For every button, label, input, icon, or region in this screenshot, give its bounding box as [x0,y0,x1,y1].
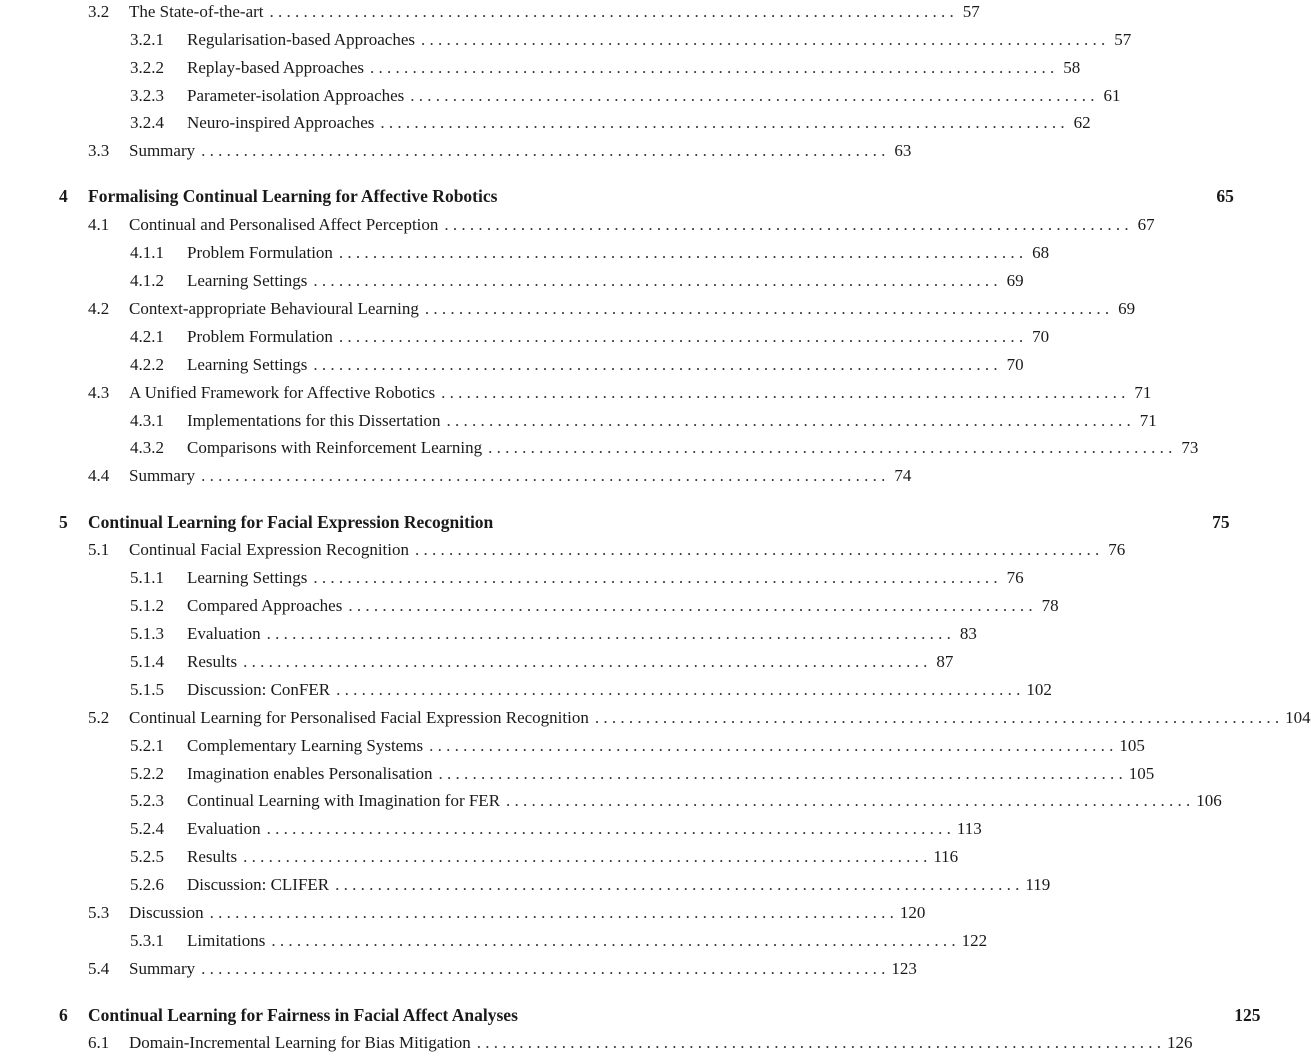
toc-chapter-4[interactable] [59,186,1234,210]
page-number: 105 [1119,736,1145,755]
toc-entry-3-3[interactable] [88,141,912,165]
subsection-title: Evaluation [187,819,261,838]
subsection-number: 5.2.5 [130,847,164,866]
subsection-title: Regularisation-based Approaches [187,30,416,49]
dot-leader [595,708,1279,728]
dot-leader [380,113,1064,133]
dot-leader [335,875,1019,895]
subsection-number: 3.2.4 [130,113,164,132]
toc-entry-4-3-1[interactable] [130,411,1157,435]
subsection-number: 4.2.1 [130,327,164,346]
subsection-number: 4.1.2 [130,271,164,290]
dot-leader [201,466,885,486]
page-number: 65 [1216,186,1234,206]
toc-entry-4-2-1[interactable] [130,327,1050,351]
subsection-number: 5.2.1 [130,736,164,755]
section-title: Context-appropriate Behavioural Learning [129,299,419,318]
page-number: 69 [1006,271,1024,290]
page-number: 83 [959,624,977,643]
section-number: 5.1 [88,540,110,559]
subsection-title: Discussion: CLIFER [187,875,330,894]
dot-leader [488,438,1172,458]
toc-entry-5-2-3[interactable] [130,791,1222,815]
toc-entry-3-2-4[interactable] [130,113,1091,137]
toc-entry-5-1[interactable] [88,540,1126,564]
chapter-title: Continual Learning for Fairness in Facial Affect Analyses [88,1005,518,1025]
dot-leader [439,764,1123,784]
toc-entry-5-2-2[interactable] [130,764,1155,788]
page-number: 70 [1032,327,1050,346]
subsection-number: 5.1.5 [130,680,164,699]
dot-leader [313,355,997,375]
section-number: 4.2 [88,299,110,318]
page-number: 106 [1196,791,1222,810]
dot-leader [267,819,951,839]
page-number: 104 [1285,708,1311,727]
page-number: 57 [962,2,980,21]
section-number: 4.4 [88,466,110,485]
page-number: 75 [1212,512,1230,532]
toc-entry-5-2-4[interactable] [130,819,982,843]
toc-entry-5-2[interactable] [88,708,1311,732]
subsection-number: 4.3.1 [130,411,164,430]
section-title: Summary [129,141,196,160]
section-number: 3.3 [88,141,110,160]
page-number: 71 [1139,411,1157,430]
chapter-number: 6 [59,1005,68,1025]
toc-entry-5-1-1[interactable] [130,568,1024,592]
toc-entry-5-1-5[interactable] [130,680,1052,704]
subsection-title: Limitations [187,931,266,950]
subsection-number: 5.3.1 [130,931,164,950]
section-title: Continual Learning for Personalised Facial Expression Recognition [129,708,589,727]
toc-entry-5-2-5[interactable] [130,847,959,871]
subsection-title: Complementary Learning Systems [187,736,424,755]
subsection-title: Problem Formulation [187,243,333,262]
section-title: A Unified Framework for Affective Robotics [129,383,436,402]
dot-leader [444,215,1128,235]
subsection-title: Replay-based Approaches [187,58,365,77]
subsection-title: Results [187,652,238,671]
page-number: 120 [899,903,926,922]
subsection-number: 5.1.4 [130,652,164,671]
subsection-title: Imagination enables Personalisation [187,764,433,783]
subsection-title: Parameter-isolation Approaches [187,86,405,105]
section-title: The State-of-the-art [129,2,264,21]
subsection-number: 5.2.3 [130,791,164,810]
subsection-title: Learning Settings [187,271,308,290]
dot-leader [477,1033,1161,1053]
dot-leader [506,791,1190,811]
dot-leader [447,411,1131,431]
toc-entry-3-2-1[interactable] [130,30,1132,54]
page-number: 76 [1108,540,1126,559]
toc-entry-3-2-3[interactable] [130,86,1121,110]
toc-entry-5-1-2[interactable] [130,596,1059,620]
toc-entry-4-2-2[interactable] [130,355,1024,379]
page-number: 126 [1167,1033,1193,1052]
subsection-title: Learning Settings [187,568,308,587]
page-number: 58 [1063,58,1081,77]
dot-leader [267,624,951,644]
section-number: 4.3 [88,383,110,402]
page-number: 69 [1118,299,1136,318]
page-number: 122 [961,931,988,950]
page-number: 71 [1134,383,1152,402]
section-number: 5.2 [88,708,110,727]
page-number: 74 [894,466,912,485]
section-number: 5.4 [88,959,110,978]
toc-entry-5-3[interactable] [88,903,926,927]
subsection-number: 5.1.2 [130,596,164,615]
chapter-number: 5 [59,512,68,532]
page-number: 125 [1234,1005,1261,1025]
page-number: 61 [1103,86,1121,105]
section-title: Continual and Personalised Affect Perception [129,215,439,234]
page-number: 116 [933,847,959,866]
dot-leader [336,680,1020,700]
page-number: 87 [936,652,954,671]
toc-entry-5-1-3[interactable] [130,624,977,648]
dot-leader [201,959,885,979]
dot-leader [313,568,997,588]
subsection-number: 5.2.6 [130,875,164,894]
page-number: 70 [1006,355,1024,374]
toc-entry-3-2[interactable] [88,2,980,26]
toc-entry-5-4[interactable] [88,959,917,983]
toc-chapter-5[interactable] [59,512,1230,536]
subsection-number: 3.2.2 [130,58,164,77]
page-number: 73 [1181,438,1199,457]
section-number: 3.2 [88,2,110,21]
subsection-number: 4.2.2 [130,355,164,374]
dot-leader [441,383,1125,403]
subsection-title: Results [187,847,238,866]
subsection-number: 3.2.3 [130,86,164,105]
subsection-title: Continual Learning with Imagination for FER [187,791,501,810]
toc-entry-5-2-1[interactable] [130,736,1145,760]
subsection-number: 5.2.2 [130,764,164,783]
dot-leader [339,327,1023,347]
page-number: 67 [1137,215,1155,234]
toc-entry-5-1-4[interactable] [130,652,954,676]
section-title: Discussion [129,903,204,922]
dot-leader [370,58,1054,78]
dot-leader [201,141,885,161]
dot-leader [415,540,1099,560]
section-number: 6.1 [88,1033,110,1052]
page-number: 76 [1006,568,1024,587]
section-title: Summary [129,466,196,485]
dot-leader [313,271,997,291]
subsection-title: Learning Settings [187,355,308,374]
subsection-number: 3.2.1 [130,30,164,49]
dot-leader [348,596,1032,616]
subsection-number: 4.1.1 [130,243,164,262]
dot-leader [421,30,1105,50]
page-number: 119 [1025,875,1051,894]
section-title: Domain-Incremental Learning for Bias Mitigation [129,1033,471,1052]
subsection-title: Comparisons with Reinforcement Learning [187,438,483,457]
page-number: 105 [1128,764,1155,783]
subsection-title: Compared Approaches [187,596,343,615]
page-number: 57 [1114,30,1132,49]
chapter-title: Formalising Continual Learning for Affective Robotics [88,186,498,206]
subsection-number: 5.1.1 [130,568,164,587]
page-number: 78 [1041,596,1059,615]
section-number: 5.3 [88,903,110,922]
section-title: Continual Facial Expression Recognition [129,540,409,559]
toc-entry-5-3-1[interactable] [130,931,988,955]
toc-chapter-6[interactable] [59,1005,1261,1029]
dot-leader [271,931,955,951]
page-number: 102 [1026,680,1052,699]
toc-entry-6-1[interactable] [88,1033,1193,1057]
page-number: 123 [891,959,917,978]
dot-leader [243,652,927,672]
section-number: 4.1 [88,215,110,234]
page-number: 62 [1073,113,1091,132]
toc-entry-4-1-1[interactable] [130,243,1050,267]
dot-leader [425,299,1109,319]
chapter-title: Continual Learning for Facial Expression Recognition [88,512,494,532]
subsection-title: Implementations for this Dissertation [187,411,441,430]
toc-entry-4-1[interactable] [88,215,1155,239]
subsection-number: 5.1.3 [130,624,164,643]
page-number: 63 [894,141,912,160]
toc-entry-3-2-2[interactable] [130,58,1081,82]
toc-entry-4-3-2[interactable] [130,438,1199,462]
dot-leader [210,903,894,923]
subsection-title: Neuro-inspired Approaches [187,113,375,132]
chapter-number: 4 [59,186,68,206]
page-number: 113 [956,819,982,838]
toc-entry-4-2[interactable] [88,299,1136,323]
section-title: Summary [129,959,196,978]
subsection-number: 5.2.4 [130,819,164,838]
dot-leader [270,2,954,22]
page-number: 68 [1032,243,1050,262]
subsection-title: Discussion: ConFER [187,680,331,699]
dot-leader [339,243,1023,263]
subsection-title: Problem Formulation [187,327,333,346]
dot-leader [243,847,927,867]
dot-leader [410,86,1094,106]
dot-leader [429,736,1113,756]
toc-entry-4-3[interactable] [88,383,1152,407]
toc-entry-4-4[interactable] [88,466,912,490]
subsection-title: Evaluation [187,624,261,643]
subsection-number: 4.3.2 [130,438,164,457]
toc-entry-5-2-6[interactable] [130,875,1051,899]
toc-entry-4-1-2[interactable] [130,271,1024,295]
